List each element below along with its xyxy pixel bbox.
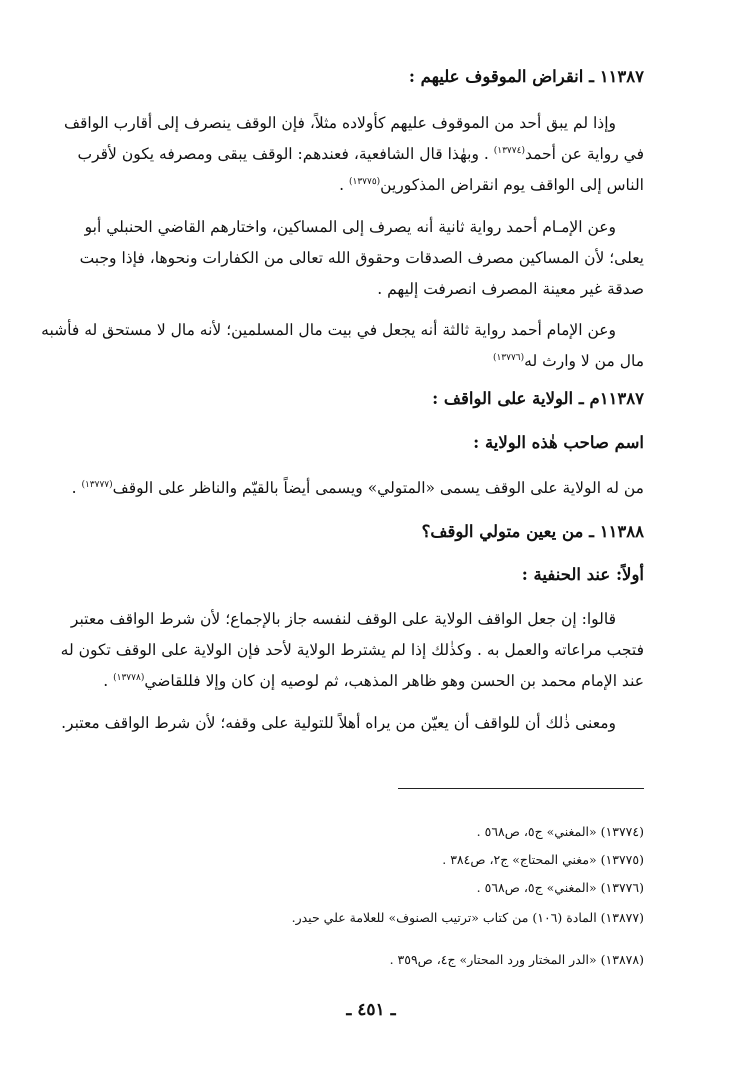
- footnote-ref-13776[interactable]: (١٣٧٧٦): [492, 352, 525, 363]
- footnote-13776: (١٣٧٧٦) «المغني» ج٥، ص٥٦٨ .: [476, 880, 644, 895]
- footnote-13775: (١٣٧٧٥) «مغني المحتاج» ج٢، ص٣٨٤ .: [442, 852, 644, 867]
- footnote-ref-13775[interactable]: (١٣٧٧٥): [348, 176, 381, 187]
- paragraph-line: [98, 346, 644, 376]
- text-run: عند الإمام محمد بن الحسن وهو ظاهر المذهب، ثم لوصيه إن كان وإلا فللقاضي: [144, 672, 644, 690]
- book-page: [41, 0, 644, 1086]
- text-run: . وبهٰذا قال الشافعية، فعندهم: الوقف يبقى ومصرفه يكون لأقرب: [77, 145, 494, 163]
- section-heading-11388: ١١٣٨٨ ـ من يعين متولي الوقف؟: [421, 522, 644, 541]
- paragraph-line: وإذا لم يبق أحد من الموقوف عليهم كأولاده مثلاً، فإن الوقف ينصرف إلى أقارب الواقف: [63, 114, 616, 132]
- section-heading-11387m: ١١٣٨٧م ـ الولاية على الواقف :: [432, 389, 644, 408]
- text-run: من له الولاية على الوقف يسمى «المتولي» ويسمى أيضاً بالقيّم والناظر على الوقف: [112, 479, 644, 497]
- page-number: ـ ٤٥١ ـ: [346, 1000, 396, 1020]
- paragraph-line: فتجب مراعاته والعمل به . وكذٰلك إذا لم يشترط الولاية لأحد فإن الولاية على الوقف تكون له: [60, 641, 644, 659]
- paragraph-line: [98, 666, 644, 696]
- paragraph-line: [77, 139, 644, 169]
- footnote-divider: [398, 788, 644, 789]
- text-run: .: [103, 672, 114, 690]
- paragraph-line: [98, 170, 644, 200]
- paragraph-line: وعن الإمام أحمد رواية ثالثة أنه يجعل في بيت مال المسلمين؛ لأنه مال لا مستحق له فأشبه: [41, 321, 616, 339]
- section-heading-11387: ١١٣٨٧ ـ انقراض الموقوف عليهم :: [408, 67, 644, 86]
- footnote-ref-13774[interactable]: (١٣٧٧٤): [493, 145, 525, 156]
- text-run: في رواية عن أحمد: [524, 145, 644, 163]
- footnote-ref-13778[interactable]: (١٣٧٧٨): [113, 672, 145, 683]
- footnote-13777: (١٣٨٧٧) المادة (١٠٦) من كتاب «ترتيب الصنوف» للعلامة علي حيدر.: [291, 910, 644, 925]
- subheading-name: اسم صاحب هٰذه الولاية :: [473, 433, 644, 452]
- paragraph-line: يعلى؛ لأن المساكين مصرف الصدقات وحقوق الله تعالى من الكفارات ونحوها، فإذا وجبت: [79, 249, 644, 267]
- text-run: الناس إلى الواقف يوم انقراض المذكورين: [380, 176, 644, 194]
- footnote-13778: (١٣٨٧٨) «الدر المختار ورد المحتار» ج٤، ص٣٥٩ .: [389, 952, 644, 967]
- footnote-ref-13777[interactable]: (١٣٧٧٧): [81, 479, 113, 490]
- text-run: .: [339, 176, 349, 194]
- paragraph-line: ومعنى ذٰلك أن للواقف أن يعيّن من يراه أهلاً للتولية على وقفه؛ لأن شرط الواقف معتبر.: [61, 714, 616, 732]
- subheading-hanafi: أولاً: عند الحنفية :: [521, 565, 644, 584]
- paragraph-line: صدقة غير معينة المصرف انصرفت إليهم .: [377, 280, 644, 298]
- paragraph-line: قالوا: إن جعل الواقف الولاية على الوقف لنفسه جاز بالإجماع؛ لأن شرط الواقف معتبر: [70, 610, 616, 628]
- text-run: مال من لا وارث له: [524, 352, 644, 370]
- paragraph-line: [71, 473, 644, 503]
- footnote-13774: (١٣٧٧٤) «المغني» ج٥، ص٥٦٨ .: [476, 824, 644, 839]
- paragraph-line: وعن الإمـام أحمد رواية ثانية أنه يصرف إلى المساكين، واختارهم القاضي الحنبلي أبو: [84, 218, 616, 236]
- text-run: .: [71, 479, 82, 497]
